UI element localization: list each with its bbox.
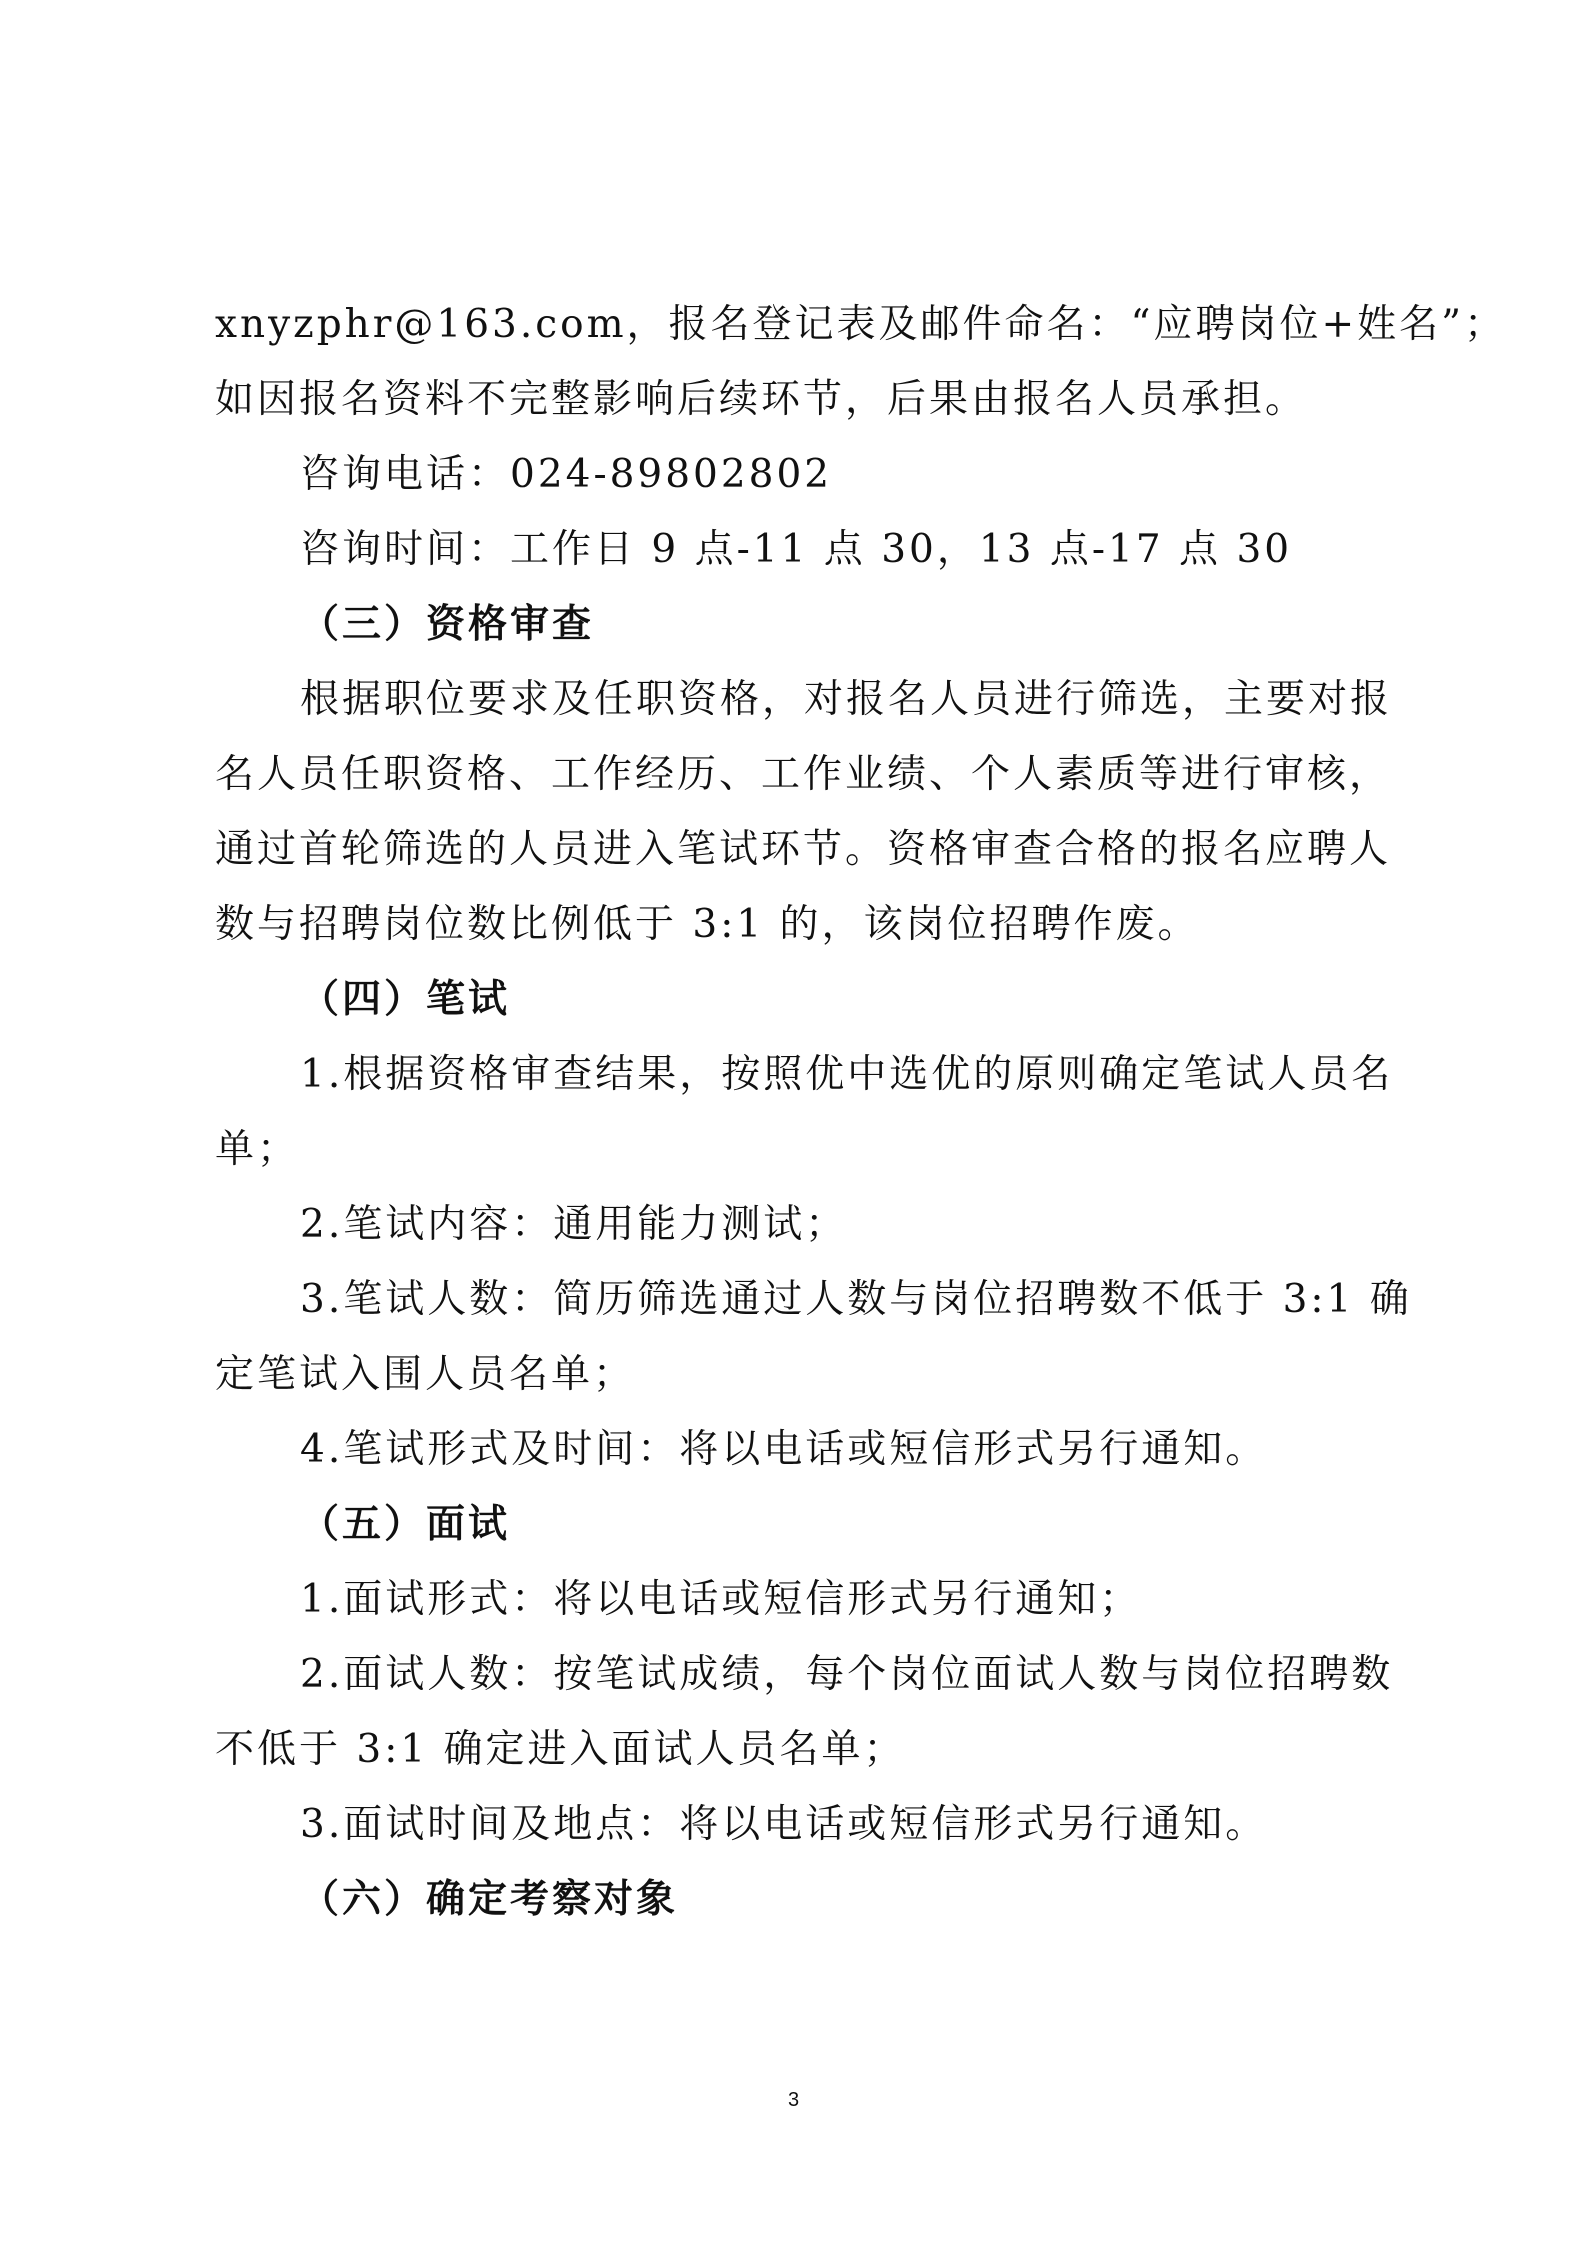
page-number: 3	[787, 2089, 800, 2111]
body-text-line: 数与招聘岗位数比例低于 3:1 的，该岗位招聘作废。	[215, 902, 1200, 947]
body-text-line: 不低于 3:1 确定进入面试人员名单；	[215, 1727, 906, 1772]
body-text-line: 咨询时间：工作日 9 点-11 点 30，13 点-17 点 30	[300, 527, 1293, 572]
body-text-line: 2.面试人数：按笔试成绩，每个岗位面试人数与岗位招聘数	[300, 1652, 1394, 1697]
body-text-line: 2.笔试内容：通用能力测试；	[300, 1202, 848, 1247]
body-text-line: 如因报名资料不完整影响后续环节，后果由报名人员承担。	[215, 377, 1308, 422]
section-heading: （五）面试	[300, 1502, 511, 1547]
body-text-line: 名人员任职资格、工作经历、工作业绩、个人素质等进行审核，	[215, 752, 1392, 797]
body-text-line: 根据职位要求及任职资格，对报名人员进行筛选，主要对报	[300, 677, 1393, 722]
section-heading: （四）笔试	[300, 977, 511, 1022]
body-text-line: 1.根据资格审查结果，按照优中选优的原则确定笔试人员名	[300, 1052, 1394, 1097]
body-text-line: 定笔试入围人员名单；	[215, 1352, 636, 1397]
body-text-line: 4.笔试形式及时间：将以电话或短信形式另行通知。	[300, 1427, 1268, 1472]
body-text-line: 1.面试形式：将以电话或短信形式另行通知；	[300, 1577, 1142, 1622]
body-text-line: 3.笔试人数：简历筛选通过人数与岗位招聘数不低于 3:1 确	[300, 1277, 1412, 1322]
body-text-line: 单；	[215, 1127, 300, 1172]
body-text-line: xnyzphr@163.com，报名登记表及邮件命名：“应聘岗位+姓名”；	[215, 302, 1507, 347]
section-heading: （三）资格审查	[300, 602, 595, 647]
section-heading: （六）确定考察对象	[300, 1877, 679, 1922]
body-text-line: 3.面试时间及地点：将以电话或短信形式另行通知。	[300, 1802, 1268, 1847]
body-text-line: 通过首轮筛选的人员进入笔试环节。资格审查合格的报名应聘人	[215, 827, 1392, 872]
body-text-line: 咨询电话：024-89802802	[300, 452, 833, 497]
